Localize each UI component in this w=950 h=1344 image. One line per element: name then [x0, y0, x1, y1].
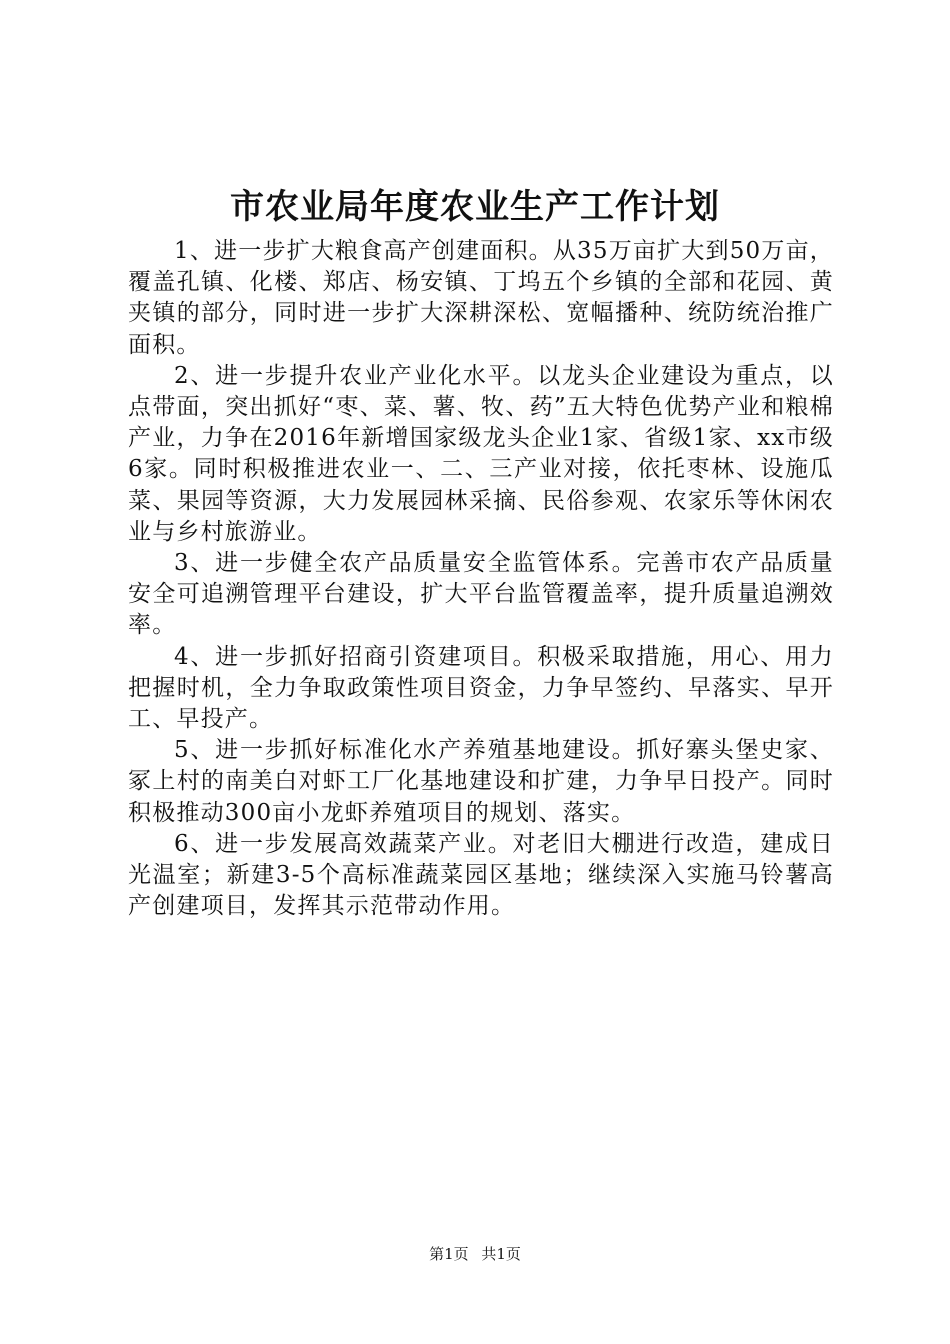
paragraph-3: 3、进一步健全农产品质量安全监管体系。完善市农产品质量安全可追溯管理平台建设，扩大平台监管覆盖率，提升质量追溯效率。: [128, 550, 834, 639]
document-body: [128, 236, 834, 922]
paragraph-4: 4、进一步抓好招商引资建项目。积极采取措施，用心、用力把握时机，全力争取政策性项目资金，力争早签约、早落实、早开工、早投产。: [128, 643, 834, 733]
page-footer: [0, 1244, 950, 1264]
document-title: 市农业局年度农业生产工作计划: [230, 187, 720, 227]
paragraph-1: 1、进一步扩大粮食高产创建面积。从35万亩扩大到50万亩，覆盖孔镇、化楼、郑店、杨安镇、丁坞五个乡镇的全部和花园、黄夹镇的部分，同时进一步扩大深耕深松、宽幅播种、统防统治推广面积。: [128, 238, 834, 358]
page-total: 共1页: [481, 1245, 521, 1263]
paragraph-5: 5、进一步抓好标准化水产养殖基地建设。抓好寨头堡史家、冢上村的南美白对虾工厂化基地建设和扩建，力争早日投产。同时积极推动300亩小龙虾养殖项目的规划、落实。: [128, 737, 834, 826]
paragraph-6: 6、进一步发展高效蔬菜产业。对老旧大棚进行改造，建成日光温室；新建3-5个高标准蔬菜园区基地；继续深入实施马铃薯高产创建项目，发挥其示范带动作用。: [128, 830, 834, 920]
page-number: 第1页: [429, 1245, 469, 1263]
paragraph-2: 2、进一步提升农业产业化水平。以龙头企业建设为重点，以点带面，突出抓好“枣、菜、薯、牧、药”五大特色优势产业和粮棉产业，力争在2016年新增国家级龙头企业1家、省级1家、xx市级6家。同时积极推进农业一、二、三产业对接，依托枣林、设施瓜菜、果园等资源，大力发展园林采摘、民俗参观、农家乐等休闲农业与乡村旅游业。: [128, 362, 834, 545]
